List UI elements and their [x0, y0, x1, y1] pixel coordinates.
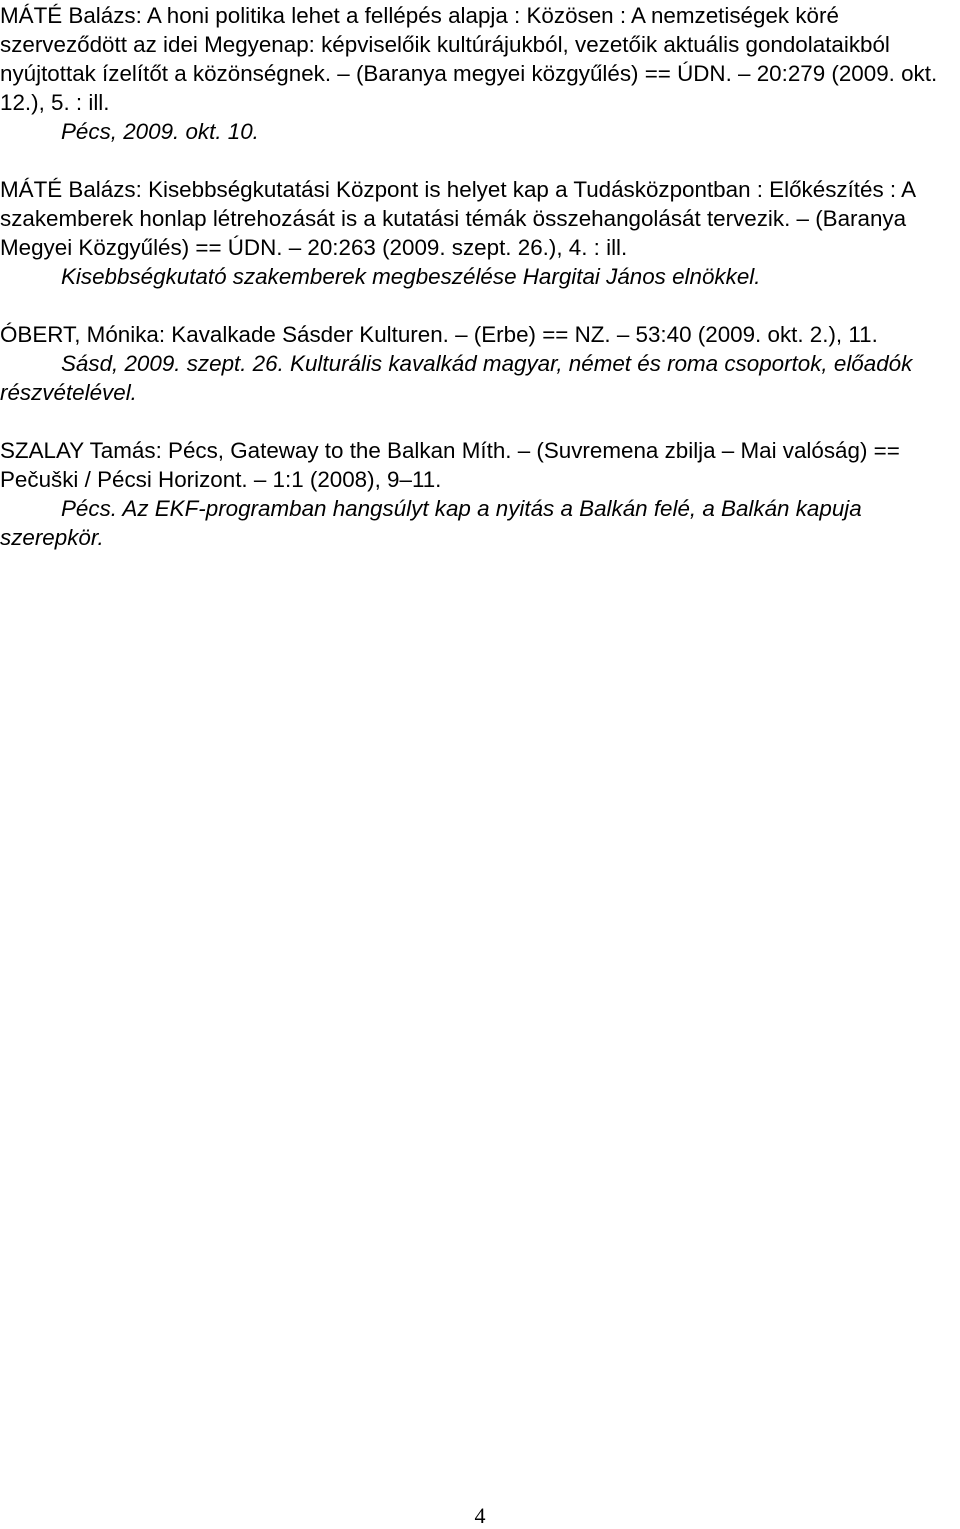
page-number: 4	[474, 1503, 486, 1528]
entry-annotation: Kisebbségkutató szakemberek megbeszélése Hargitai János elnökkel.	[61, 264, 761, 289]
entry-citation: ÓBERT, Mónika: Kavalkade Sásder Kulturen. – (Erbe) == NZ. – 53:40 (2009. okt. 2.), 11.	[0, 322, 878, 347]
entry-citation: SZALAY Tamás: Pécs, Gateway to the Balkan Míth. – (Suvremena zbilja – Mai valóság) == Pečuški / Pécsi Horizont. – 1:1 (2008), 9–11.	[0, 438, 900, 492]
entry-annotation: Pécs. Az EKF-programban hangsúlyt kap a nyitás a Balkán felé, a Balkán kapuja szerepkör.	[0, 496, 862, 550]
entry-citation: MÁTÉ Balázs: A honi politika lehet a fellépés alapja : Közösen : A nemzetiségek köré szerveződött az idei Megyenap: képviselőik kultúrájukból, vezetőik aktuális gondolataikból nyújtottak ízelítőt a közönségnek. – (Baranya megyei közgyűlés) == ÚDN. – 20:279 (2009. okt. 12.), 5. : ill.	[0, 3, 938, 115]
entry-annotation: Pécs, 2009. okt. 10.	[61, 119, 259, 144]
bibliography-entry	[0, 320, 952, 407]
entry-annotation: Sásd, 2009. szept. 26. Kulturális kavalkád magyar, német és roma csoportok, előadók részvételével.	[0, 351, 913, 405]
bibliography-entry	[0, 436, 952, 552]
bibliography-list	[0, 1, 952, 581]
bibliography-entry	[0, 1, 952, 146]
entry-citation: MÁTÉ Balázs: Kisebbségkutatási Központ is helyet kap a Tudásközpontban : Előkészítés : A szakemberek honlap létrehozását is a kutatási témák összehangolását tervezik. – (Baranya Megyei Közgyűlés) == ÚDN. – 20:263 (2009. szept. 26.), 4. : ill.	[0, 177, 915, 260]
bibliography-entry	[0, 175, 952, 291]
